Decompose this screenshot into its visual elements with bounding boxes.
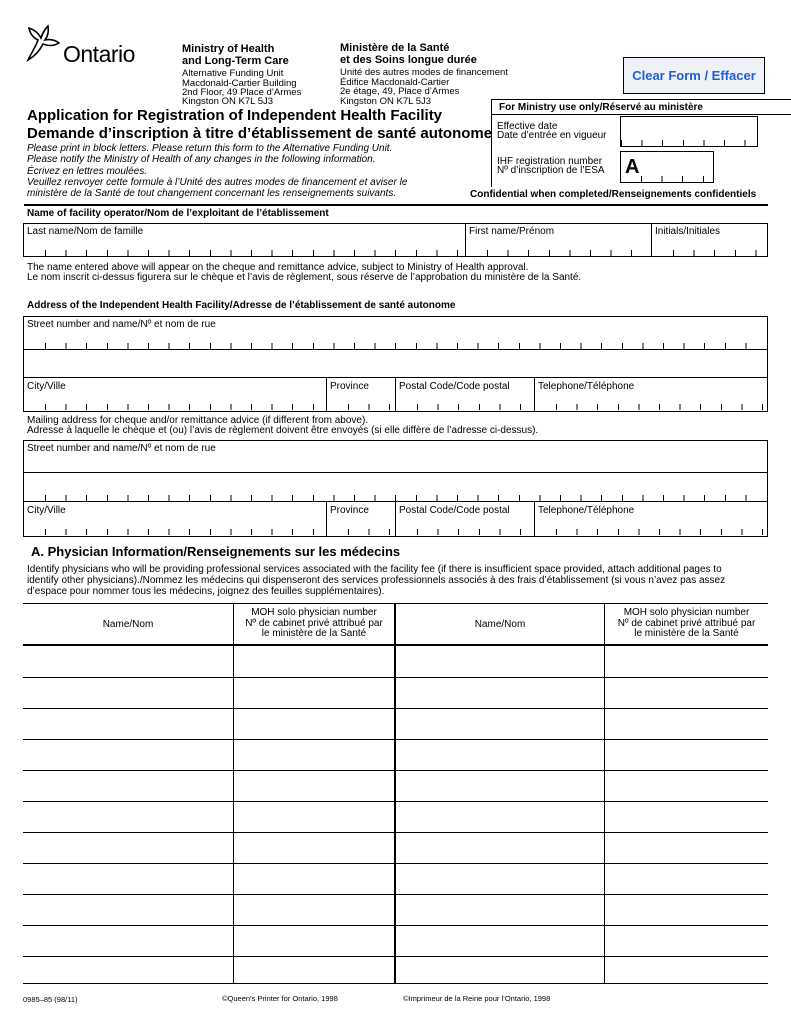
operator-note-fr: Le nom inscrit ci-dessus figurera sur le chèque et l’avis de règlement, sous réserve de l’approbation du ministère de la Santé. [27,272,582,283]
operator-note-en: The name entered above will appear on the cheque and remittance advice, subject to Ministry of Health approval. [27,262,529,273]
address-fr-line2: Édifice Macdonald-Cartier [340,77,450,88]
mailing-city-ticks [45,529,324,535]
ontario-logo [24,24,149,68]
table-row-divider [23,708,768,709]
physician-name-input[interactable] [26,746,234,766]
physician-name-input[interactable] [26,932,234,952]
ontario-wordmark: Ontario [63,41,135,67]
physician-name-input[interactable] [399,684,605,704]
mailing-province-ticks [348,529,393,535]
moh-number-input[interactable] [608,901,769,921]
table-row-divider [23,925,768,926]
moh-number-input[interactable] [237,932,395,952]
moh-number-input[interactable] [237,839,395,859]
city-label: City/Ville [27,381,66,392]
physician-name-input[interactable] [26,808,234,828]
physicians-desc-3: d’espace pour nommer tous les médecins, joignez des feuilles supplémentaires). [27,586,385,597]
moh-number-input[interactable] [237,963,395,983]
moh-number-input[interactable] [608,839,769,859]
province-ticks [348,404,393,410]
instruction-2: Please notify the Ministry of Health of any changes in the following information. [27,154,376,165]
moh-number-input[interactable] [608,963,769,983]
header-divider [24,204,768,206]
copyright-fr: ©Imprimeur de la Reine pour l’Ontario, 1998 [403,994,551,1003]
moh-header-line3: le ministère de la Santé [634,628,739,639]
address-fr-line1: Unité des autres modes de financement [340,67,508,78]
address-fr-line4: Kingston ON K7L 5J3 [340,96,432,107]
moh-number-input[interactable] [608,746,769,766]
postal-label: Postal Code/Code postal [399,381,510,392]
phone-label: Telephone/Téléphone [538,381,635,392]
instruction-5: ministère de la Santé de tout changement concernant les renseignements suivants. [27,188,397,199]
moh-number-input[interactable] [237,777,395,797]
mailing-street-divider [23,472,768,473]
mailing-phone-label: Telephone/Téléphone [538,505,635,516]
mailing-phone-ticks [556,529,766,535]
mailing-city-label: City/Ville [27,505,66,516]
col-header-moh-1 [234,608,394,640]
ministry-en-line1: Ministry of Health [182,43,275,55]
street-label: Street number and name/Nº et nom de rue [27,319,216,330]
clear-form-button[interactable] [623,57,765,94]
mailing-note-fr: Adresse à laquelle le chèque et (ou) l’avis de règlement doivent être envoyés (si elle diffère de l’adresse ci-dessus). [27,425,539,436]
moh-header-line2: Nº de cabinet privé attribué par [245,617,383,629]
instruction-1: Please print in block letters. Please return this form to the Alternative Funding Unit. [27,143,393,154]
ministry-fr-line1: Ministère de la Santé [340,42,450,54]
col-header-name-1: Name/Nom [102,619,154,630]
physician-name-input[interactable] [399,746,605,766]
address-en-line3: 2nd Floor, 49 Place d’Armes [182,87,302,98]
moh-number-input[interactable] [608,808,769,828]
physician-name-input[interactable] [399,777,605,797]
moh-number-input[interactable] [237,684,395,704]
operator-section-title: Name of facility operator/Nom de l’exploitant de l’établissement [27,208,329,219]
table-row-divider [23,832,768,833]
physicians-section-title: A. Physician Information/Renseignements sur les médecins [31,544,401,559]
postal-ticks [417,404,532,410]
address-en-line1: Alternative Funding Unit [182,68,284,79]
last-name-ticks [45,250,463,256]
ministry-en-line2: and Long-Term Care [182,55,289,67]
mailing-postal-ticks [417,529,532,535]
moh-number-input[interactable] [608,777,769,797]
ministry-title-divider [491,114,791,115]
physician-name-input[interactable] [399,839,605,859]
physician-name-input[interactable] [399,808,605,828]
moh-header-line1: MOH solo physician number [623,607,750,618]
physician-name-input[interactable] [399,870,605,890]
address-en-line2: Macdonald-Cartier Building [182,78,297,89]
moh-number-input[interactable] [608,684,769,704]
physician-name-input[interactable] [26,963,234,983]
first-name-label: First name/Prénom [469,226,555,237]
moh-number-input[interactable] [608,715,769,735]
trillium-icon [24,24,62,64]
physician-name-input[interactable] [26,870,234,890]
moh-number-input[interactable] [608,870,769,890]
physician-name-input[interactable] [399,653,605,673]
ihf-number-label-2: Nº d’inscription de l’ESA [497,165,605,176]
ministry-use-title: For Ministry use only/Réservé au ministère [499,102,703,113]
physician-name-input[interactable] [26,653,234,673]
title-fr: Demande d’inscription à titre d’établissement de santé autonome [27,125,493,142]
col-header-moh-2 [605,608,768,640]
physician-name-input[interactable] [399,932,605,952]
moh-number-input[interactable] [237,746,395,766]
province-label: Province [330,381,369,392]
physicians-desc-2: identify other physicians)./Nommez les médecins qui dispenseront des services professionnels associés à des frais d’établissement (si vous n’avez pas assez [27,575,726,586]
physicians-desc-1: Identify physicians who will be providing professional services associated with the facility fee (if there is insufficient space provided, attach additional pages to [27,564,722,575]
effective-date-label-2: Date d’entrée en vigueur [497,130,607,141]
moh-header-line2: Nº de cabinet privé attribué par [617,617,756,629]
confidential-note: Confidential when completed/Renseignements confidentiels [470,189,757,200]
address-section-title: Address of the Independent Health Facility/Adresse de l’établissement de santé autonome [27,300,456,311]
moh-number-input[interactable] [237,808,395,828]
table-row-divider [23,677,768,678]
physicians-table [23,603,768,984]
table-row-divider [23,770,768,771]
address-en-line4: Kingston ON K7L 5J3 [182,96,274,107]
form-number: 0985–85 (98/11) [23,995,78,1004]
moh-header-line1: MOH solo physician number [251,607,377,618]
moh-number-input[interactable] [608,653,769,673]
city-ticks [45,404,324,410]
ihf-number-label-1: IHF registration number [497,156,603,167]
mailing-street-input-1[interactable] [25,457,770,473]
first-name-ticks [487,250,649,256]
moh-number-input[interactable] [237,653,395,673]
mailing-province-label: Province [330,505,369,516]
physician-name-input[interactable] [399,901,605,921]
moh-number-input[interactable] [608,932,769,952]
street-input-2[interactable] [25,356,770,376]
mailing-note-en: Mailing address for cheque and/or remittance advice (if different from above). [27,415,369,426]
initials-label: Initials/Initiales [655,226,721,237]
table-row-divider [23,894,768,895]
moh-number-input[interactable] [237,901,395,921]
phone-ticks [556,404,766,410]
initials-ticks [673,250,766,256]
mailing-street-label: Street number and name/Nº et nom de rue [27,443,216,454]
physician-name-input[interactable] [26,839,234,859]
effective-date-label-1: Effective date [497,121,558,132]
instruction-4: Veuillez renvoyer cette formule à l’Unité des autres modes de financement et aviser le [27,177,408,188]
mailing-postal-label: Postal Code/Code postal [399,505,510,516]
col-header-name-2: Name/Nom [474,619,526,630]
ihf-number-field[interactable] [620,151,714,183]
ihf-prefix: A [625,156,640,178]
ministry-fr-line2: et des Soins longue durée [340,54,477,66]
physician-name-input[interactable] [399,963,605,983]
table-header-divider [23,644,768,646]
moh-header-line3: le ministère de la Santé [261,628,367,639]
clear-form-label: Clear Form / Effacer [632,68,756,83]
copyright-en: ©Queen’s Printer for Ontario, 1998 [222,994,338,1003]
street-divider [23,349,768,350]
effective-date-field[interactable] [620,116,758,147]
address-fr-line3: 2e étage, 49, Place d’Armes [340,86,460,97]
physician-name-input[interactable] [399,715,605,735]
physician-name-input[interactable] [26,777,234,797]
physician-name-input[interactable] [26,901,234,921]
title-en: Application for Registration of Independent Health Facility [27,107,443,124]
table-row-divider [23,863,768,864]
table-row-divider [23,956,768,957]
table-row-divider [23,801,768,802]
physician-name-input[interactable] [26,684,234,704]
instruction-3: Écrivez en lettres moulées. [27,166,148,177]
last-name-label: Last name/Nom de famille [27,226,144,237]
physician-name-input[interactable] [26,715,234,735]
moh-number-input[interactable] [237,715,395,735]
table-row-divider [23,739,768,740]
moh-number-input[interactable] [237,870,395,890]
